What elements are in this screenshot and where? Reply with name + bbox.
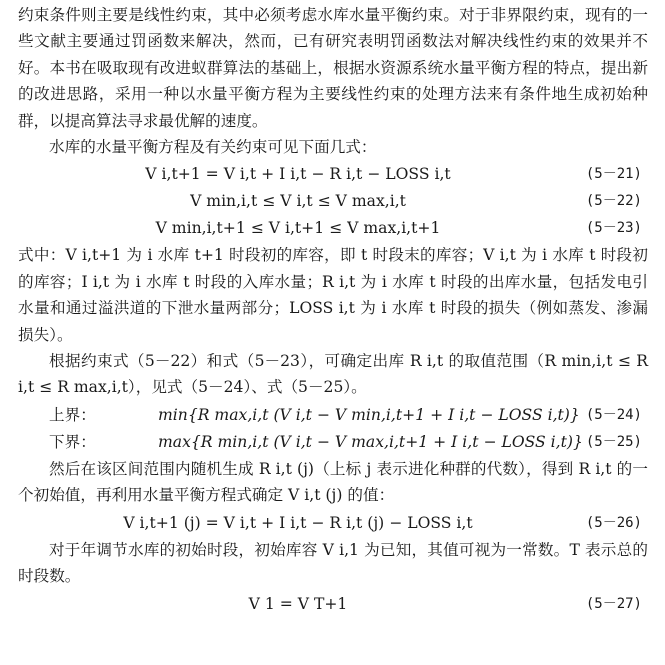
- paragraph-equations-intro: 水库的水量平衡方程及有关约束可见下面几式：: [49, 138, 377, 157]
- equation-5-27-expression: V 1 = V T+1: [248, 594, 348, 613]
- equation-5-21: [18, 161, 648, 187]
- upper-bound-label: 上界：: [49, 405, 96, 424]
- equation-5-23-expression: V min,i,t+1 ≤ V i,t+1 ≤ V max,i,t+1: [155, 219, 441, 238]
- equation-5-26-number: (5－26): [585, 514, 642, 531]
- document-page: [18, 2, 648, 618]
- equation-5-25-expression: max{R min,i,t (V i,t − V max,i,t+1 + I i,t − LOSS i,t)}: [158, 432, 583, 451]
- equation-5-21-number: (5－21): [585, 166, 642, 183]
- equation-5-24: [18, 402, 648, 428]
- equation-5-24-expression: min{R max,i,t (V i,t − V min,i,t+1 + I i,t − LOSS i,t)}: [158, 405, 580, 424]
- equation-5-25: [18, 429, 648, 455]
- equation-5-24-number: (5－24): [585, 406, 642, 423]
- equation-5-26: [18, 510, 648, 536]
- equation-5-22: [18, 188, 648, 214]
- equation-5-26-expression: V i,t+1 (j) = V i,t + I i,t − R i,t (j) − LOSS i,t: [123, 513, 473, 532]
- equation-5-23: [18, 215, 648, 241]
- paragraph-random-generation: 然后在该区间范围内随机生成 R i,t (j)（上标 j 表示进化种群的代数），得到 R i,t 的一个初始值，再利用水量平衡方程式确定 V i,t (j) 的值：: [18, 459, 648, 505]
- equation-5-27: [18, 591, 648, 617]
- equation-5-23-number: (5－23): [585, 220, 642, 237]
- equation-5-22-expression: V min,i,t ≤ V i,t ≤ V max,i,t: [190, 192, 406, 211]
- equation-5-27-number: (5－27): [585, 595, 642, 612]
- equation-5-21-expression: V i,t+1 = V i,t + I i,t − R i,t − LOSS i,t: [145, 165, 451, 184]
- paragraph-variable-definitions: 式中：V i,t+1 为 i 水库 t+1 时段初的库容，即 t 时段末的库容；V i,t 为 i 水库 t 时段初的库容；I i,t 为 i 水库 t 时段的入库水量；R i,t 为 i 水库 t 时段的出库水量，包括发电引水量和通过溢洪道的下泄水量两部分；LOSS i,t 为 i 水库 t 时段的损失（例如蒸发、渗漏损失）。: [18, 246, 648, 344]
- lower-bound-label: 下界：: [49, 432, 96, 451]
- paragraph-intro: 约束条件则主要是线性约束，其中必须考虑水库水量平衡约束。对于非界限约束，现有的一些文献主要通过罚函数来解决，然而，已有研究表明罚函数法对解决线性约束的效果并不好。本书在吸取现有改进蚁群算法的基础上，根据水资源系统水量平衡方程的特点，提出新的改进思路，采用一种以水量平衡方程为主要线性约束的处理方法来有条件地生成初始种群，以提高算法寻求最优解的速度。: [18, 6, 648, 130]
- equation-5-22-number: (5－22): [585, 193, 642, 210]
- paragraph-release-range: 根据约束式（5－22）和式（5－23），可确定出库 R i,t 的取值范围（R min,i,t ≤ R i,t ≤ R max,i,t），见式（5－24）、式（5－25）。: [18, 352, 648, 397]
- paragraph-initial-period: 对于年调节水库的初始时段，初始库容 V i,1 为已知，其值可视为一常数。T 表示总的时段数。: [18, 540, 648, 586]
- equation-5-25-number: (5－25): [585, 433, 642, 450]
